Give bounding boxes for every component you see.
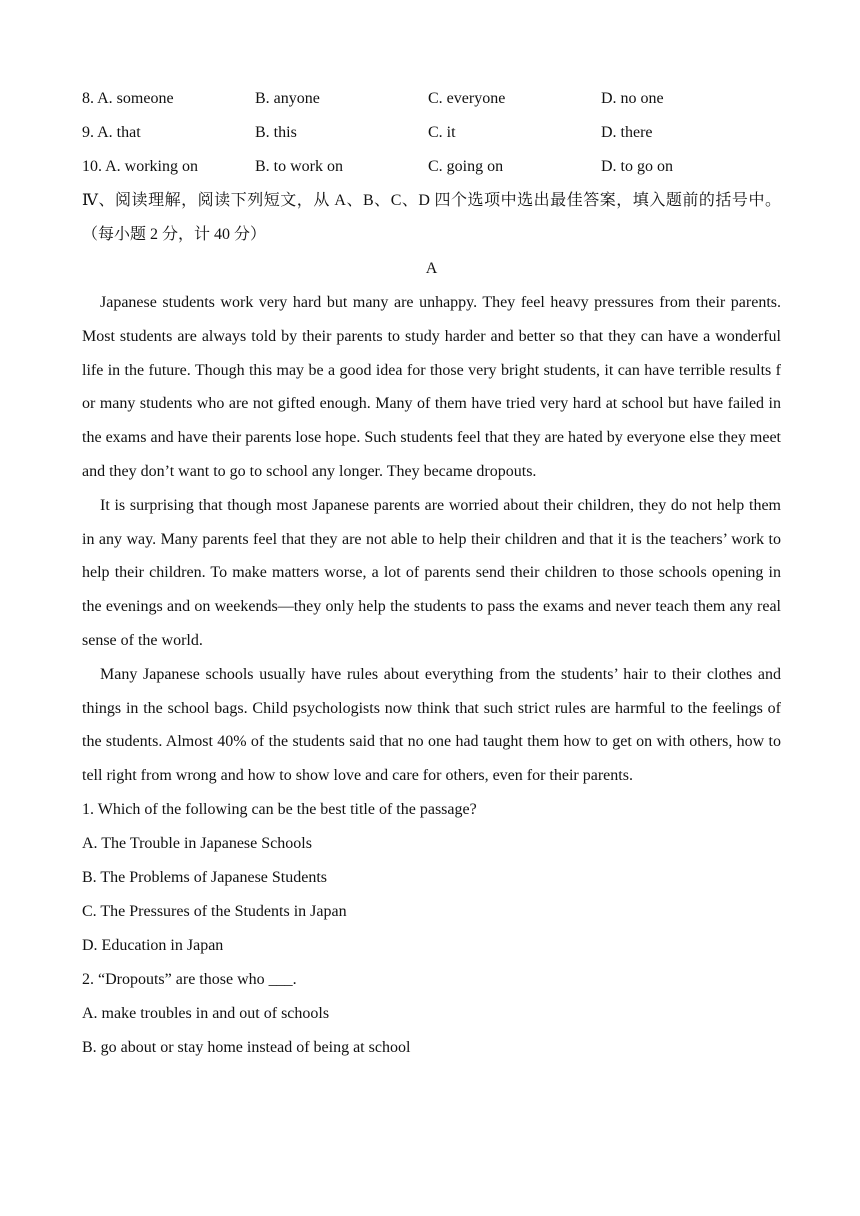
answer-options-block: [82, 82, 781, 184]
passage-paragraph-3: Many Japanese schools usually have rules about everything from the students’ hair to their clothes and things in the school bags. Child psychologists now think that such strict rules are harmful to the feelings of the students. Almost 40% of the students said that no one had taught them how to get on with others, how to tell right from wrong and how to show love and care for others, even for their parents.: [82, 665, 781, 785]
question-2: [82, 963, 781, 1065]
option-8-b: B. anyone: [255, 90, 320, 107]
question-2-choice-a: A. make troubles in and out of schools: [82, 1004, 330, 1022]
passage-paragraph-1: Japanese students work very hard but many are unhappy. They feel heavy pressures from their parents. Most students are always told by their parents to study harder and better so that they can have a wonderful life in the future. Though this may be a good idea for those very bright students, it can have terrible results f or many students who are not gifted enough. Many of them have tried very hard at school but have failed in the exams and have their parents lose hope. Such students feel that they are hated by everyone else they meet and they don’t want to go to school any longer. They became dropouts.: [82, 294, 781, 480]
section-instruction: Ⅳ、阅读理解，阅读下列短文，从 A、B、C、D 四个选项中选出最佳答案，填入题前的括号中。（每小题 2 分，计 40 分）: [82, 192, 781, 243]
question-1-choice-c: C. The Pressures of the Students in Japan: [82, 902, 347, 920]
option-9-d: D. there: [601, 124, 653, 141]
option-9-b: B. this: [255, 124, 297, 141]
option-9-a: 9. A. that: [82, 124, 141, 141]
passage-label: A: [425, 260, 438, 277]
question-1-choice-b: B. The Problems of Japanese Students: [82, 868, 328, 886]
option-8-a: 8. A. someone: [82, 90, 174, 107]
options-row-9: [82, 116, 781, 150]
option-8-d: D. no one: [601, 90, 664, 107]
option-8-c: C. everyone: [428, 90, 506, 107]
option-10-d: D. to go on: [601, 158, 673, 175]
question-1-choice-d: D. Education in Japan: [82, 936, 224, 954]
question-1-choice-a: A. The Trouble in Japanese Schools: [82, 834, 312, 852]
passage-body: [82, 286, 781, 793]
option-10-b: B. to work on: [255, 158, 343, 175]
passage-paragraph-2: It is surprising that though most Japanese parents are worried about their children, they do not help them in any way. Many parents feel that they are not able to help their children and that it is the teachers’ work to help their children. To make matters worse, a lot of parents send their children to those schools opening in the evenings and on weekends—they only help the students to pass the exams and never teach them any real sense of the world.: [82, 496, 781, 649]
options-row-8: [82, 82, 781, 116]
question-1: [82, 793, 781, 963]
question-1-stem: 1. Which of the following can be the best title of the passage?: [82, 800, 477, 818]
option-10-a: 10. A. working on: [82, 158, 198, 175]
option-10-c: C. going on: [428, 158, 504, 175]
option-9-c: C. it: [428, 124, 456, 141]
document-page: [82, 82, 781, 1065]
options-row-10: [82, 150, 781, 184]
question-2-choice-b: B. go about or stay home instead of being at school: [82, 1038, 411, 1056]
question-2-stem: 2. “Dropouts” are those who ___.: [82, 970, 297, 988]
